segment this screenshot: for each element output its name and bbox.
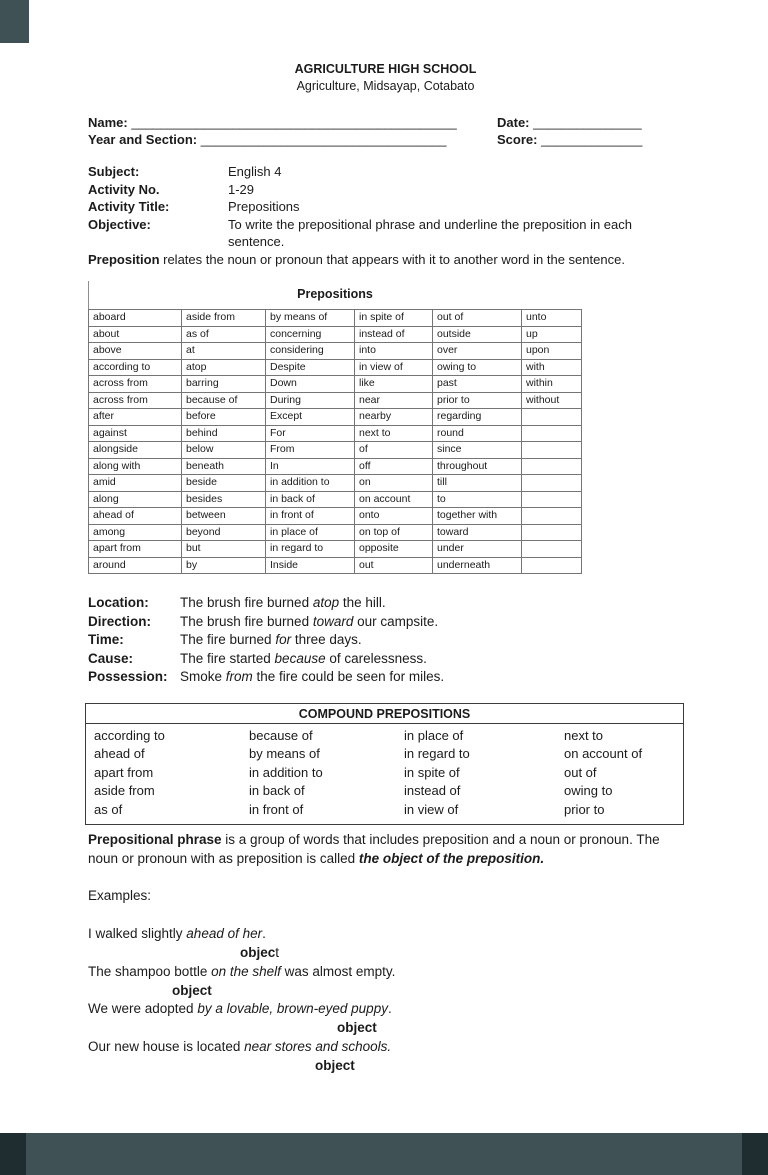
usage-example-row [88,668,683,687]
prepositions-table-row [89,508,582,525]
preposition-cell: atop [182,359,266,376]
preposition-cell: beneath [182,458,266,475]
info-row-subject [88,163,683,181]
compound-preposition: in spite of [404,764,460,780]
preposition-cell: amid [89,475,182,492]
name-date-row [88,114,683,131]
preposition-cell: in addition to [266,475,355,492]
text-run: I walked slightly [88,926,187,942]
text-run: relates the noun or pronoun that appears with it to another word in the sentence. [159,251,625,267]
preposition-cell: around [89,557,182,574]
text-run: object [172,982,212,998]
year-section-field [88,131,447,148]
name-line: _____________________________________________ [127,115,457,130]
preposition-cell: about [89,326,182,343]
preposition-cell [522,491,582,508]
text-run: was almost empty. [280,963,396,979]
usage-example-row [88,650,683,669]
objective-label: Objective: [88,216,151,232]
examples-heading: Examples: [88,888,152,904]
text-run: toward [312,613,354,629]
text-run: . [387,1001,392,1017]
preposition-cell: below [182,442,266,459]
prepositions-table-body [89,310,582,574]
object-label [88,944,683,963]
name-field [88,114,457,131]
preposition-cell: onto [355,508,433,525]
preposition-cell: at [182,343,266,360]
preposition-definition [88,251,683,269]
preposition-cell: unto [522,310,582,327]
text-run: Prepositional phrase [88,832,222,847]
preposition-cell: beyond [182,524,266,541]
score-field [497,131,683,148]
compound-preposition: prior to [564,801,605,817]
prepositions-table-row [89,326,582,343]
text-run: atop [312,595,340,610]
preposition-cell: among [89,524,182,541]
usage-type-label: Location: [88,595,149,610]
text-run: The fire started [180,650,275,666]
preposition-cell: in back of [266,491,355,508]
usage-sentence [180,631,683,650]
text-run: near stores and schools. [244,1038,392,1054]
sentence-examples [88,925,683,1075]
preposition-cell: regarding [433,409,522,426]
preposition-cell [522,458,582,475]
text-run: The fire burned [180,632,276,648]
usage-type-label: Direction: [88,613,152,629]
text-run: on the shelf [211,963,281,979]
preposition-cell: outside [433,326,522,343]
usage-sentence [180,668,683,687]
text-run: of carelessness. [325,650,427,666]
preposition-cell: over [433,343,522,360]
usage-example-row [88,613,683,632]
preposition-cell: owing to [433,359,522,376]
prepositional-phrase-definition [88,831,683,868]
preposition-cell: Inside [266,557,355,574]
compound-preposition: owing to [564,783,613,799]
date-label: Date: [497,115,530,130]
preposition-cell: before [182,409,266,426]
preposition-cell: because of [182,392,266,409]
preposition-cell: as of [182,326,266,343]
preposition-cell: near [355,392,433,409]
year-section-line: __________________________________ [197,132,447,147]
preposition-cell: aboard [89,310,182,327]
compound-preposition: in view of [404,801,459,817]
preposition-cell: in spite of [355,310,433,327]
prepositions-table-row [89,392,582,409]
viewer-frame-corner-left [0,1133,26,1175]
preposition-cell: aside from [182,310,266,327]
preposition-cell: into [355,343,433,360]
text-run: is a group of words that includes preposition and a noun or pronoun. The noun or pronoun with as preposition is called [88,832,660,866]
preposition-cell: past [433,376,522,393]
usage-type-label: Possession: [88,669,168,685]
preposition-cell: till [433,475,522,492]
prepositions-table-row [89,524,582,541]
usage-examples [88,594,683,687]
preposition-cell [522,409,582,426]
school-name: AGRICULTURE HIGH SCHOOL [294,62,477,76]
prepositions-table-row [89,409,582,426]
preposition-cell: on [355,475,433,492]
compound-preposition: apart from [94,764,154,780]
preposition-cell: on account [355,491,433,508]
preposition-cell: instead of [355,326,433,343]
preposition-cell: to [433,491,522,508]
usage-example-row [88,594,683,613]
viewer-frame-top-left [0,0,29,43]
compound-preposition: as of [94,801,123,817]
preposition-cell: Down [266,376,355,393]
preposition-cell: Despite [266,359,355,376]
text-run: our campsite. [353,613,439,629]
document-header [88,61,683,95]
preposition-cell: by [182,557,266,574]
preposition-cell [522,425,582,442]
preposition-cell: out of [433,310,522,327]
preposition-cell: by means of [266,310,355,327]
activity-no-label: Activity No. [88,181,160,197]
compound-preposition: in addition to [249,764,323,780]
preposition-cell [522,475,582,492]
text-run: because [274,650,326,666]
compound-preposition: in back of [249,783,305,799]
preposition-cell: considering [266,343,355,360]
compound-preposition: according to [94,727,165,743]
text-run: the fire could be seen for miles. [252,669,445,685]
usage-type-label: Cause: [88,650,134,666]
object-label [88,1057,683,1076]
preposition-cell: in front of [266,508,355,525]
compound-prepositions-title: COMPOUND PREPOSITIONS [86,704,683,724]
name-label: Name: [88,115,128,130]
preposition-cell: along with [89,458,182,475]
preposition-cell: During [266,392,355,409]
info-row-activity-title [88,198,683,216]
preposition-cell: under [433,541,522,558]
text-run: object [337,1020,377,1036]
prepositions-table-row [89,475,582,492]
preposition-cell: throughout [433,458,522,475]
preposition-cell [522,508,582,525]
preposition-cell: For [266,425,355,442]
preposition-cell: underneath [433,557,522,574]
info-row-objective [88,216,683,251]
preposition-cell: together with [433,508,522,525]
compound-preposition: aside from [94,783,155,799]
preposition-cell: out [355,557,433,574]
prepositions-table [88,309,582,574]
compound-preposition: because of [249,727,313,743]
preposition-cell: across from [89,392,182,409]
text-run: the object of the preposition. [358,850,545,866]
preposition-cell: on top of [355,524,433,541]
year-section-label: Year and Section: [88,132,198,147]
preposition-cell: in view of [355,359,433,376]
text-run: . [262,926,266,942]
compound-preposition: in front of [249,801,304,817]
preposition-cell [522,442,582,459]
preposition-cell: alongside [89,442,182,459]
preposition-cell: up [522,326,582,343]
preposition-cell: beside [182,475,266,492]
preposition-cell: in place of [266,524,355,541]
info-row-activity-no [88,181,683,199]
preposition-cell [522,541,582,558]
preposition-cell: next to [355,425,433,442]
preposition-cell: off [355,458,433,475]
preposition-cell: toward [433,524,522,541]
text-run: Our new house is located [88,1038,245,1054]
preposition-cell: round [433,425,522,442]
text-run: object [315,1057,355,1073]
compound-preposition: by means of [249,746,320,762]
score-label: Score: [497,132,538,147]
activity-info [88,163,683,251]
preposition-cell: besides [182,491,266,508]
text-run: Smoke [180,669,226,685]
viewer-frame-bottom [0,1133,768,1175]
usage-sentence [180,650,683,669]
example-sentence [88,925,683,944]
text-run: the hill. [339,595,386,610]
example-sentence [88,1038,683,1057]
prepositions-table-row [89,343,582,360]
preposition-cell: Except [266,409,355,426]
prepositions-table-row [89,310,582,327]
prepositions-table-title: Prepositions [88,281,581,309]
subject-label: Subject: [88,164,140,179]
preposition-cell: across from [89,376,182,393]
prepositions-table-row [89,491,582,508]
activity-no-value: 1-29 [228,181,255,197]
preposition-cell: along [89,491,182,508]
object-label [88,982,683,1001]
preposition-cell: after [89,409,182,426]
preposition-cell: in regard to [266,541,355,558]
text-run: objec [240,944,276,960]
score-line: ______________ [537,132,643,147]
prepositions-table-row [89,442,582,459]
preposition-cell [522,524,582,541]
preposition-cell: within [522,376,582,393]
text-run: We were adopted [88,1001,198,1017]
compound-preposition: ahead of [94,746,145,762]
prepositions-table-row [89,557,582,574]
usage-type-label: Time: [88,632,124,648]
preposition-cell: above [89,343,182,360]
subject-value: English 4 [228,164,282,179]
prepositions-table-row [89,425,582,442]
prepositions-table-row [89,541,582,558]
compound-preposition: instead of [404,783,461,799]
preposition-cell: between [182,508,266,525]
preposition-cell: upon [522,343,582,360]
text-run: The brush fire burned [180,595,313,610]
preposition-cell: prior to [433,392,522,409]
preposition-cell: like [355,376,433,393]
activity-title-label: Activity Title: [88,199,170,214]
preposition-cell: but [182,541,266,558]
usage-example-row [88,631,683,650]
prepositions-table-row [89,359,582,376]
preposition-cell: In [266,458,355,475]
usage-sentence [180,613,683,632]
text-run: ahead of her [186,926,263,942]
compound-preposition: out of [564,764,597,780]
compound-preposition: in regard to [404,746,470,762]
preposition-cell: with [522,359,582,376]
preposition-cell: behind [182,425,266,442]
compound-preposition: in place of [404,727,464,743]
object-label [88,1019,683,1038]
section-score-row [88,131,683,148]
text-run: for [275,632,292,648]
prepositions-table-row [89,458,582,475]
compound-preposition: on account of [564,746,643,762]
compound-prepositions-box [85,703,684,825]
preposition-cell: apart from [89,541,182,558]
preposition-cell: nearby [355,409,433,426]
date-field [497,114,683,131]
prepositions-section [88,281,683,574]
preposition-cell: opposite [355,541,433,558]
text-run: from [225,669,253,685]
preposition-cell: without [522,392,582,409]
preposition-cell: against [89,425,182,442]
activity-title-value: Prepositions [228,199,300,214]
compound-preposition: next to [564,727,604,743]
preposition-cell: From [266,442,355,459]
school-location: Agriculture, Midsayap, Cotabato [296,79,475,93]
text-run: The brush fire burned [180,613,313,629]
example-sentence [88,1000,683,1019]
usage-sentence [180,594,683,613]
preposition-cell: concerning [266,326,355,343]
text-run: three days. [291,632,362,648]
text-run: t [275,944,280,960]
date-line: _______________ [529,115,642,130]
text-run: Preposition [88,251,160,267]
text-run: The shampoo bottle [88,963,212,979]
text-run: by a lovable, brown-eyed puppy [197,1001,388,1017]
preposition-cell: of [355,442,433,459]
preposition-cell: ahead of [89,508,182,525]
preposition-cell [522,557,582,574]
preposition-cell: since [433,442,522,459]
preposition-cell: barring [182,376,266,393]
objective-value: To write the prepositional phrase and underline the preposition in each sentence. [228,216,632,249]
prepositions-table-row [89,376,582,393]
preposition-cell: according to [89,359,182,376]
compound-grid [86,724,683,824]
example-sentence [88,963,683,982]
viewer-frame-corner-right [742,1133,768,1175]
